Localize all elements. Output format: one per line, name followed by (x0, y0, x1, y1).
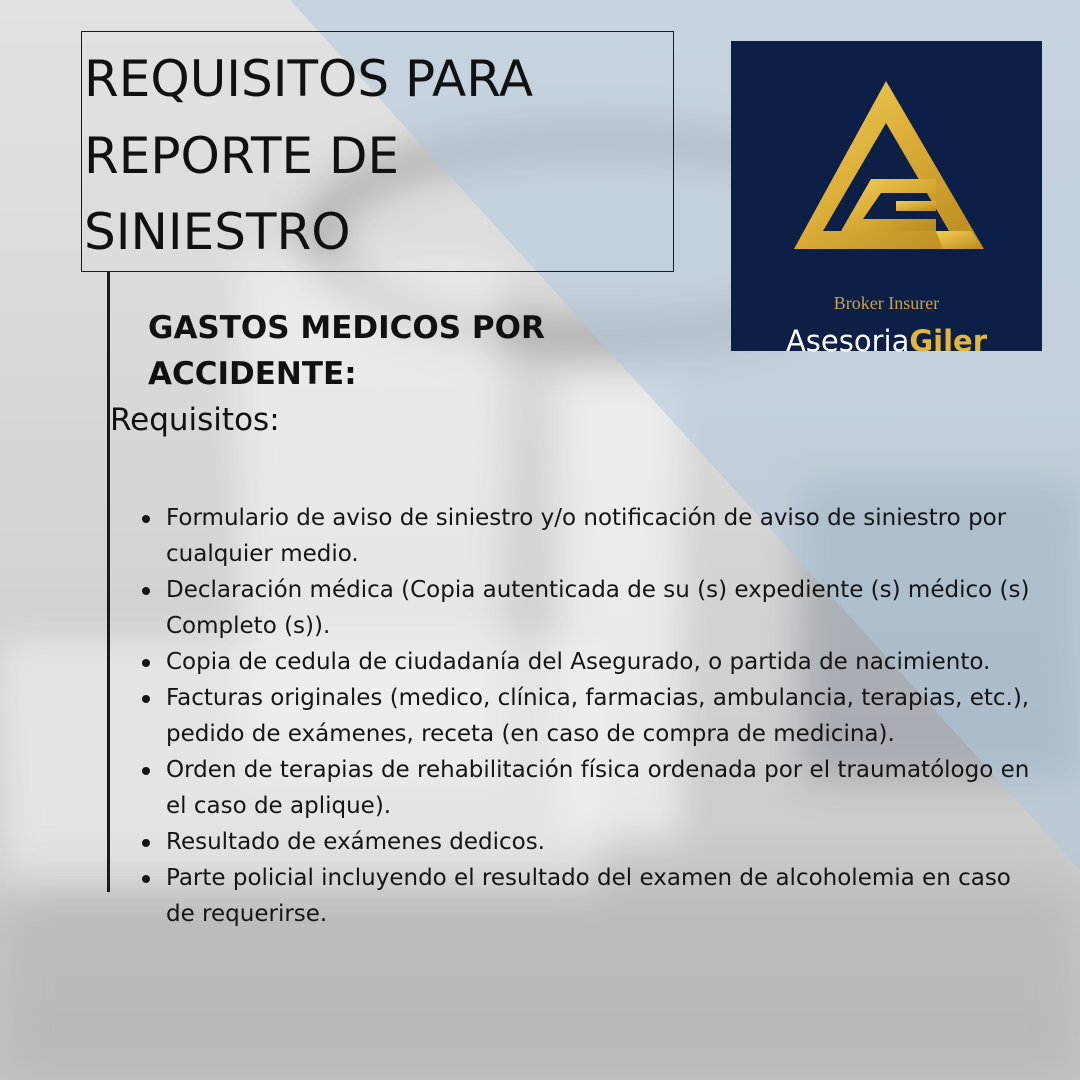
list-item-text: Formulario de aviso de siniestro y/o notificación de aviso de siniestro por cualquier medio. (166, 505, 1007, 567)
logo-name-part-2: Giler (909, 324, 988, 358)
bullet-icon (142, 515, 150, 523)
page-title-line-2: REPORTE DE (84, 127, 400, 185)
bullet-icon (142, 587, 150, 595)
list-item (140, 824, 1040, 860)
accent-vertical-line (107, 272, 110, 892)
requirements-list (140, 500, 1040, 932)
logo-name-part-1: Asesoria (785, 324, 910, 358)
bullet-icon (142, 875, 150, 883)
list-item-text: Orden de terapias de rehabilitación física ordenada por el traumatólogo en el caso de aplique). (166, 757, 1030, 819)
requirements-label: Requisitos: (110, 402, 280, 438)
list-item (140, 752, 1040, 824)
list-item (140, 680, 1040, 752)
page-title-line-1: REQUISITOS PARA (84, 50, 534, 108)
logo-tagline: Broker Insurer (833, 293, 940, 313)
section-heading-line-2: ACCIDENTE: (148, 356, 357, 392)
list-item-text: Parte policial incluyendo el resultado del examen de alcoholemia en caso de requerirse. (166, 865, 1011, 927)
company-logo (731, 41, 1042, 358)
list-item (140, 644, 1040, 680)
list-item-text: Declaración médica (Copia autenticada de su (s) expediente (s) médico (s) Completo (s)). (166, 577, 1030, 639)
list-item-text: Facturas originales (medico, clínica, farmacias, ambulancia, terapias, etc.), pedido de exámenes, receta (en caso de compra de medicina). (166, 685, 1030, 747)
bullet-icon (142, 695, 150, 703)
bullet-icon (142, 659, 150, 667)
list-item (140, 572, 1040, 644)
list-item-text: Resultado de exámenes dedicos. (166, 829, 545, 855)
list-item (140, 500, 1040, 572)
list-item-text: Copia de cedula de ciudadanía del Asegurado, o partida de nacimiento. (166, 649, 991, 675)
bullet-icon (142, 839, 150, 847)
page-title-line-3: SINIESTRO (84, 203, 351, 261)
bullet-icon (142, 767, 150, 775)
list-item (140, 860, 1040, 932)
logo-wordmark (731, 324, 1042, 358)
section-heading-line-1: GASTOS MEDICOS POR (148, 310, 545, 346)
